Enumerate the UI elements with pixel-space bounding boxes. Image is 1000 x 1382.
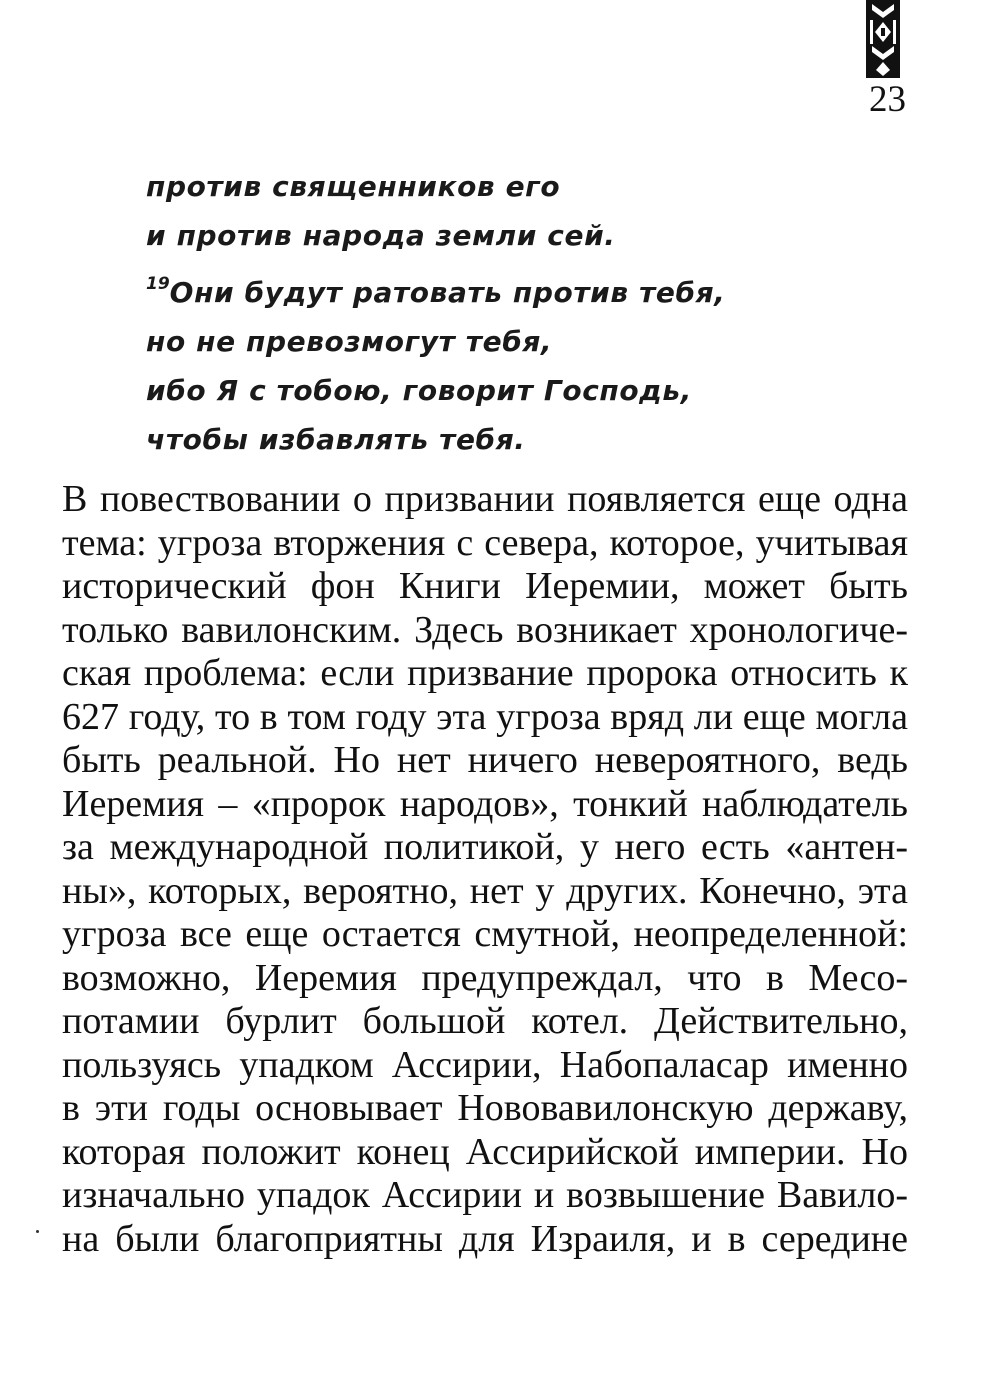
- body-line: изначально упадок Ассирии и возвышение Вавило-: [62, 1174, 908, 1216]
- verse-line-text: против священников его: [146, 170, 561, 203]
- body-line: на были благоприятны для Израиля, и в середине: [62, 1217, 908, 1260]
- body-line: которая положит конец Ассирийской империи. Но: [62, 1130, 908, 1173]
- verse-line-text: и против народа земли сей.: [146, 219, 616, 252]
- body-line: потамии бурлит большой котел. Действительно,: [62, 1000, 908, 1042]
- verse-line: [146, 260, 906, 317]
- verse-line: [146, 415, 906, 464]
- verse-line: [146, 211, 906, 260]
- body-line: тема: угроза вторжения с севера, которое, учитывая: [62, 521, 908, 564]
- body-line: В повествовании о призвании появляется еще одна: [62, 478, 908, 520]
- page-number: 23: [869, 79, 906, 120]
- body-line: Иеремия – «пророк народов», тонкий наблюдатель: [62, 782, 908, 825]
- body-line: пользуясь упадком Ассирии, Набопаласар именно: [62, 1043, 908, 1086]
- scripture-quote: [146, 162, 906, 464]
- verse-number: 19: [146, 274, 170, 294]
- body-line: возможно, Иеремия предупреждал, что в Месо-: [62, 956, 908, 999]
- verse-line: [146, 162, 906, 211]
- body-line: за международной политикой, у него есть «антен-: [62, 826, 908, 868]
- scan-speck: [36, 1230, 39, 1233]
- body-line: ны», которых, вероятно, нет у других. Конечно, эта: [62, 869, 908, 912]
- verse-line-text: но не превозмогут тебя,: [146, 325, 553, 358]
- body-line: быть реальной. Но нет ничего невероятного, ведь: [62, 739, 908, 781]
- body-line: 627 году, то в том году эта угроза вряд ли еще могла: [62, 695, 908, 738]
- body-line: в эти годы основывает Нововавилонскую державу,: [62, 1087, 908, 1129]
- verse-line: [146, 366, 906, 415]
- body-line: только вавилонским. Здесь возникает хронологиче-: [62, 608, 908, 651]
- verse-line-text: ибо Я с тобою, говорит Господь,: [146, 374, 692, 407]
- verse-line-text: Они будут ратовать против тебя,: [169, 276, 726, 309]
- body-line: ская проблема: если призвание пророка относить к: [62, 652, 908, 694]
- body-line: исторический фон Книги Иеремии, может быть: [62, 565, 908, 607]
- vertical-ornament-icon: [864, 0, 902, 78]
- verse-line: [146, 317, 906, 366]
- body-line: угроза все еще остается смутной, неопределенной:: [62, 913, 908, 955]
- body-paragraph: [62, 478, 908, 1261]
- verse-line-text: чтобы избавлять тебя.: [146, 423, 526, 456]
